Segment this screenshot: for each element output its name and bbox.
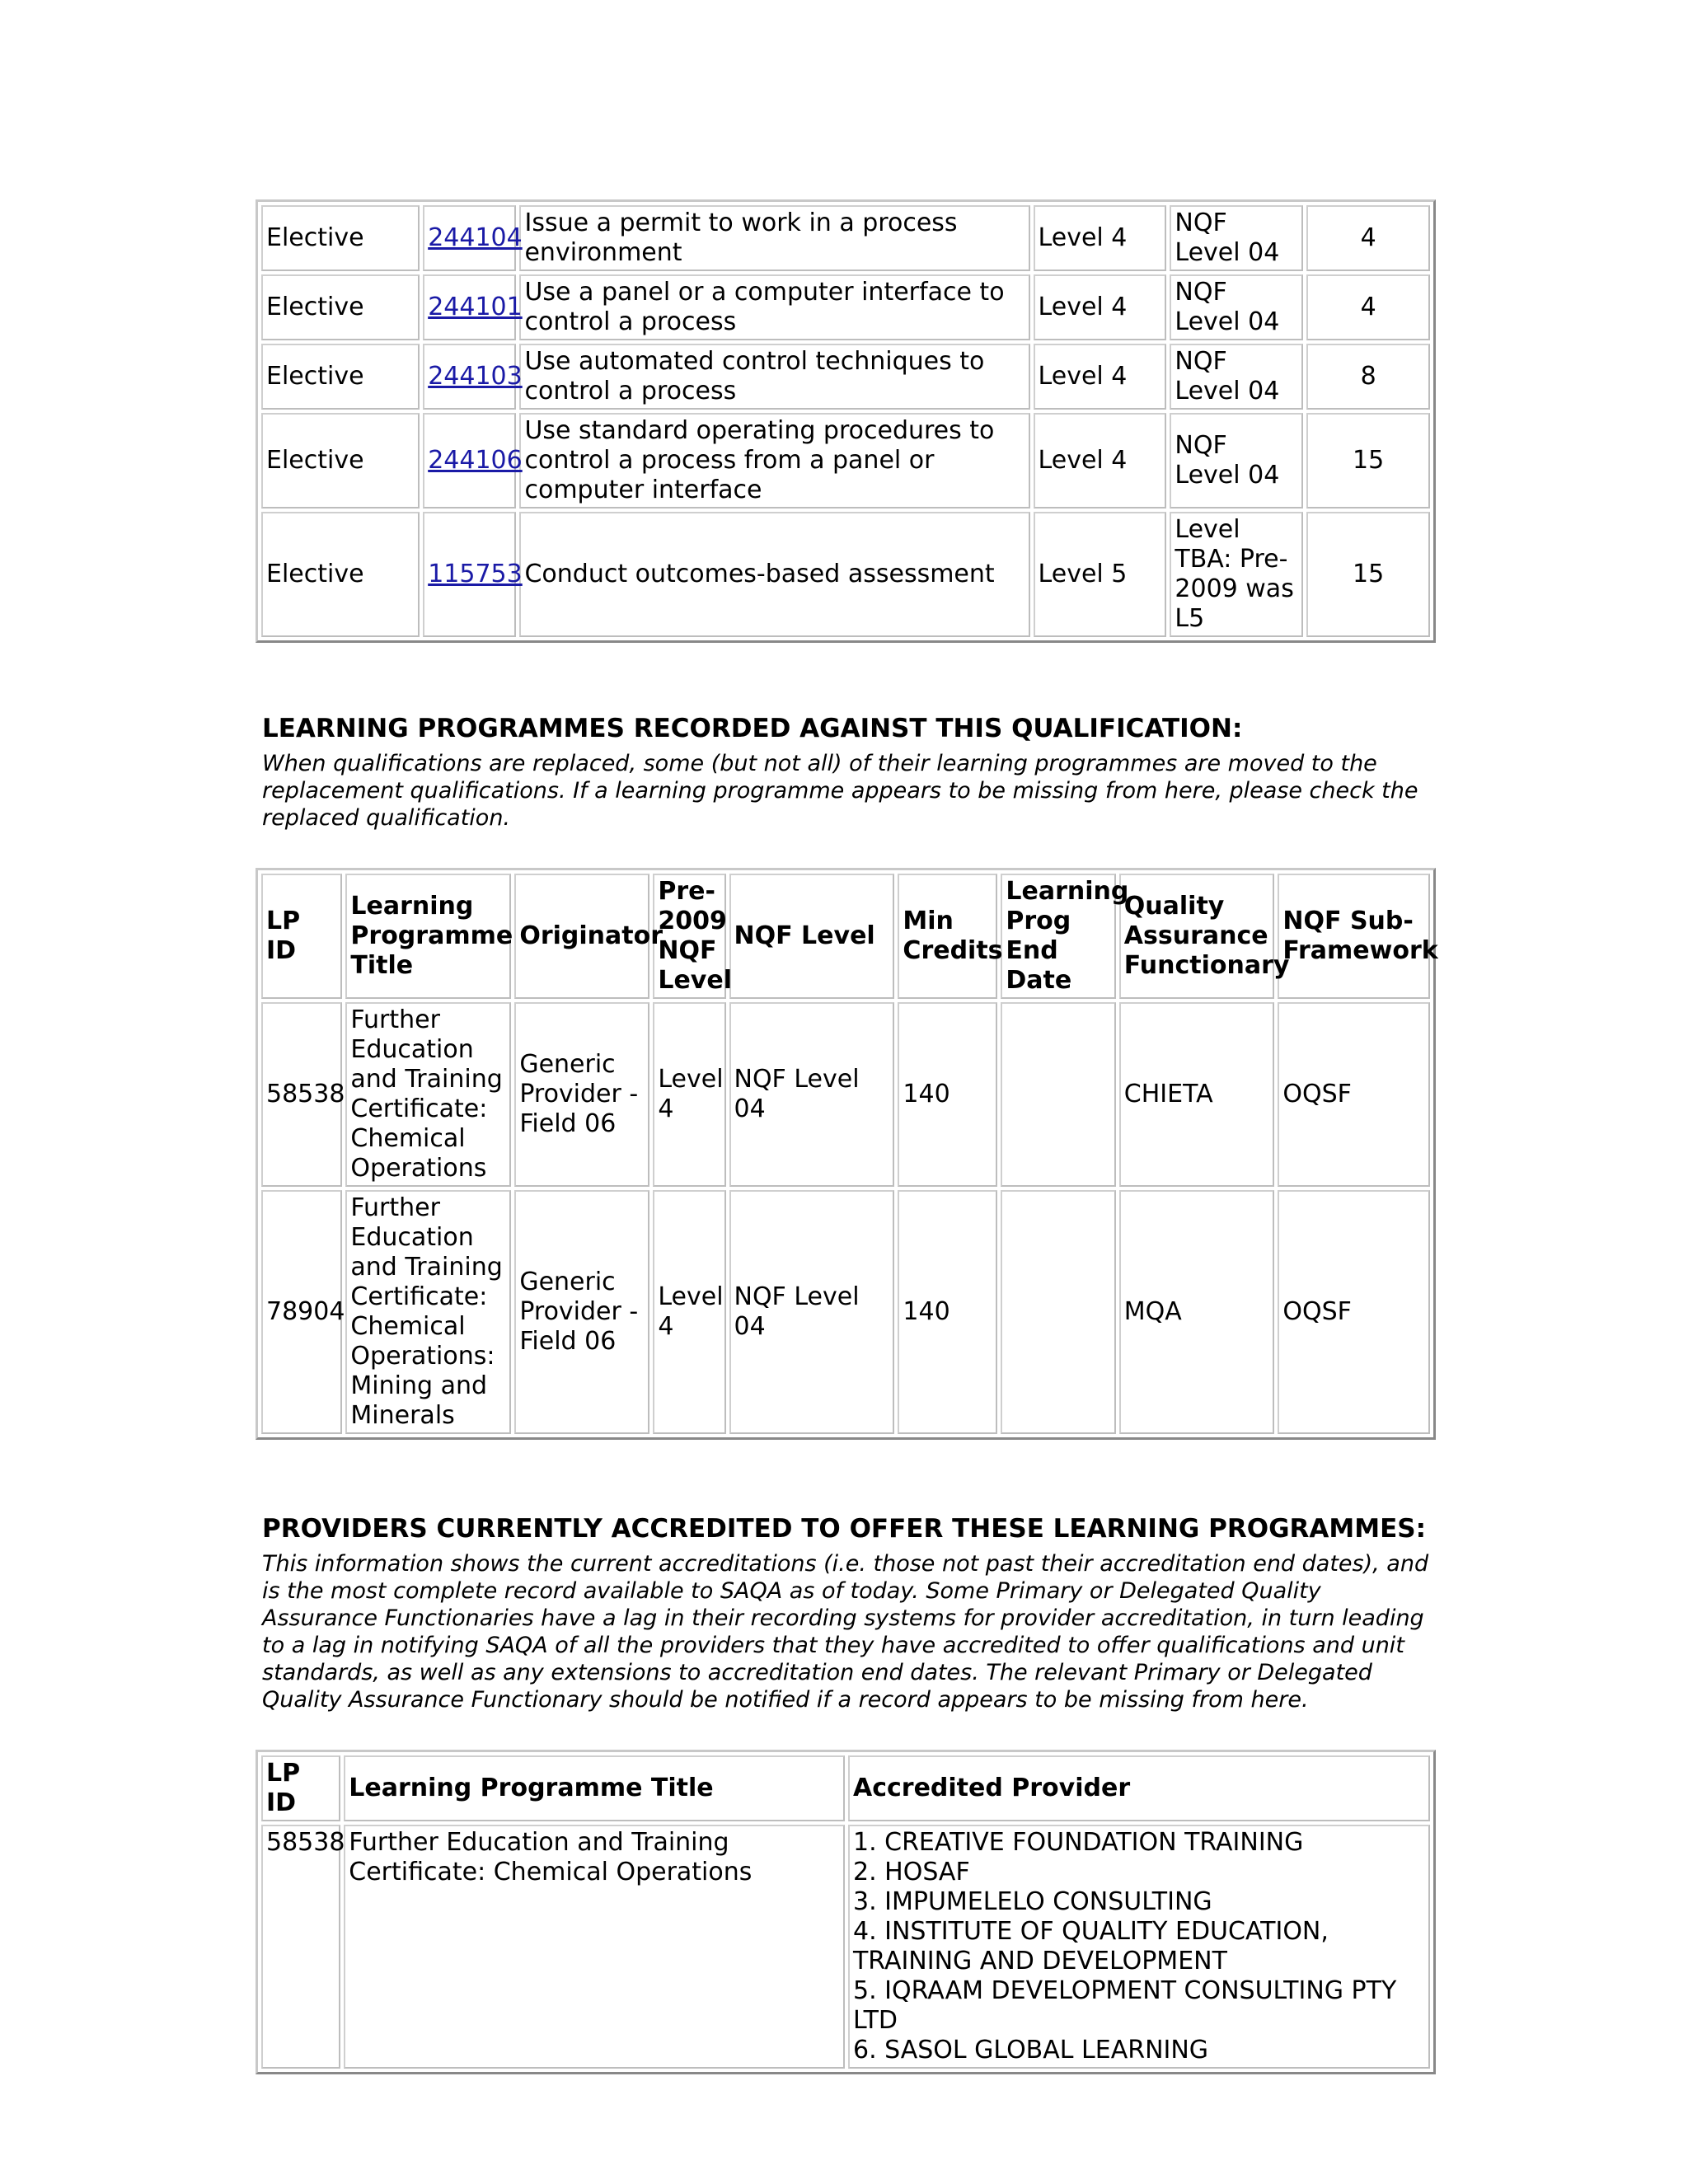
lp-qaf-cell: CHIETA [1119,1002,1275,1187]
lp-header-pre2009: Pre-2009 NQF Level [653,874,725,999]
unit-standard-row [261,205,1430,271]
unit-standard-link[interactable]: 244106 [428,446,523,475]
lp-qaf-cell: MQA [1119,1190,1275,1434]
us-id-cell [423,413,523,509]
lp-nqf-level-cell: NQF Level 04 [729,1002,895,1187]
providers-header-title: Learning Programme Title [344,1755,845,1821]
lp-sub-framework-cell: OQSF [1278,1002,1430,1187]
us-title-cell: Conduct outcomes-based assessment [519,512,1029,637]
lp-header-nqf-level: NQF Level [729,874,895,999]
us-pre2009-cell: Level 4 [1034,344,1167,410]
provider-list-item: 5. IQRAAM DEVELOPMENT CONSULTING PTY LTD [852,1976,1397,2035]
provider-list-item: 1. CREATIVE FOUNDATION TRAINING [852,1828,1304,1857]
provider-list-item: 6. SASOL GLOBAL LEARNING [852,2036,1209,2064]
providers-row [261,1825,1430,2069]
us-pre2009-cell: Level 4 [1034,274,1167,340]
learning-programmes-heading: LEARNING PROGRAMMES RECORDED AGAINST THIS QUALIFICATION: [262,714,1243,743]
us-credits-cell: 4 [1306,205,1430,271]
us-title-cell: Use automated control techniques to control a process [519,344,1029,410]
lp-min-credits-cell: 140 [898,1190,997,1434]
learning-programmes-table [256,868,1436,1440]
learning-programme-row [261,1190,1430,1434]
lp-header-row [261,874,1430,999]
us-title-cell: Use standard operating procedures to control a process from a panel or computer interface [519,413,1029,509]
us-pre2009-cell: Level 4 [1034,205,1167,271]
unit-standard-row [261,344,1430,410]
lp-end-date-cell [1001,1002,1115,1187]
lp-pre2009-cell: Level 4 [653,1002,725,1187]
providers-header-provider: Accredited Provider [848,1755,1430,1821]
unit-standard-link[interactable]: 244104 [428,223,523,252]
us-nqf-cell: NQF Level 04 [1170,205,1303,271]
lp-end-date-cell [1001,1190,1115,1434]
us-type-cell: Elective [261,274,420,340]
unit-standard-link[interactable]: 244101 [428,293,523,321]
us-title-cell: Issue a permit to work in a process environment [519,205,1029,271]
lp-sub-framework-cell: OQSF [1278,1190,1430,1434]
unit-standards-table [256,199,1436,643]
us-type-cell: Elective [261,205,420,271]
us-nqf-cell: NQF Level 04 [1170,413,1303,509]
provider-list-item: 4. INSTITUTE OF QUALITY EDUCATION, TRAINING AND DEVELOPMENT [852,1917,1329,1975]
providers-heading: PROVIDERS CURRENTLY ACCREDITED TO OFFER THESE LEARNING PROGRAMMES: [262,1514,1426,1544]
lp-title-cell: Further Education and Training Certificate: Chemical Operations [345,1002,511,1187]
lp-header-originator: Originator [514,874,649,999]
us-id-cell [423,512,523,637]
unit-standard-link[interactable]: 244103 [428,362,523,391]
us-id-cell [423,274,523,340]
providers-header-id: LP ID [261,1755,340,1821]
us-credits-cell: 15 [1306,413,1430,509]
lp-lp-id-cell: 58538 [261,1002,342,1187]
learning-programmes-note: When qualifications are replaced, some (but not all) of their learning programmes are moved to the replacement qualifications. If a learning programme appears to be missing from here, please check the replaced qualification. [262,751,1418,831]
providers-header-row [261,1755,1430,1821]
document-page [256,199,1436,2074]
lp-header-title: Learning Programme Title [345,874,511,999]
us-nqf-cell: Level TBA: Pre-2009 was L5 [1170,512,1303,637]
us-type-cell: Elective [261,413,420,509]
lp-originator-cell: Generic Provider - Field 06 [514,1190,649,1434]
us-pre2009-cell: Level 4 [1034,413,1167,509]
lp-header-end-date: Learning Prog End Date [1001,874,1115,999]
lp-header-min-credits: Min Credits [898,874,997,999]
lp-originator-cell: Generic Provider - Field 06 [514,1002,649,1187]
us-credits-cell: 15 [1306,512,1430,637]
providers-table [256,1750,1436,2074]
learning-programme-row [261,1002,1430,1187]
lp-header-id: LP ID [261,874,342,999]
lp-title-cell: Further Education and Training Certificate: Chemical Operations: Mining and Minerals [345,1190,511,1434]
provider-list-item: 2. HOSAF [852,1858,970,1886]
us-id-cell [423,344,523,410]
unit-standard-row [261,274,1430,340]
us-credits-cell: 4 [1306,274,1430,340]
lp-nqf-level-cell: NQF Level 04 [729,1190,895,1434]
us-id-cell [423,205,523,271]
us-nqf-cell: NQF Level 04 [1170,274,1303,340]
unit-standard-link[interactable]: 115753 [428,560,523,588]
providers-cell-title: Further Education and Training Certificate: Chemical Operations [344,1825,845,2069]
us-nqf-cell: NQF Level 04 [1170,344,1303,410]
providers-cell-id: 58538 [261,1825,340,2069]
lp-header-qaf: Quality Assurance Functionary [1119,874,1275,999]
us-title-cell: Use a panel or a computer interface to control a process [519,274,1029,340]
providers-note: This information shows the current accreditations (i.e. those not past their accreditation end dates), and is the most complete record available to SAQA as of today. Some Primary or Delegated Quality Assurance Functionaries have a lag in their recording systems for provider accreditation, in turn leading to a lag in notifying SAQA of all the providers that they have accredited to offer qualifications and unit standards, as well as any extensions to accreditation end dates. The relevant Primary or Delegated Quality Assurance Functionary should be notified if a record appears to be missing from here. [262,1551,1429,1713]
us-pre2009-cell: Level 5 [1034,512,1167,637]
unit-standard-row [261,512,1430,637]
lp-pre2009-cell: Level 4 [653,1190,725,1434]
lp-header-sub-framework: NQF Sub-Framework [1278,874,1430,999]
us-type-cell: Elective [261,512,420,637]
lp-min-credits-cell: 140 [898,1002,997,1187]
providers-cell-list [848,1825,1430,2069]
lp-lp-id-cell: 78904 [261,1190,342,1434]
unit-standard-row [261,413,1430,509]
us-type-cell: Elective [261,344,420,410]
us-credits-cell: 8 [1306,344,1430,410]
provider-list-item: 3. IMPUMELELO CONSULTING [852,1887,1212,1916]
